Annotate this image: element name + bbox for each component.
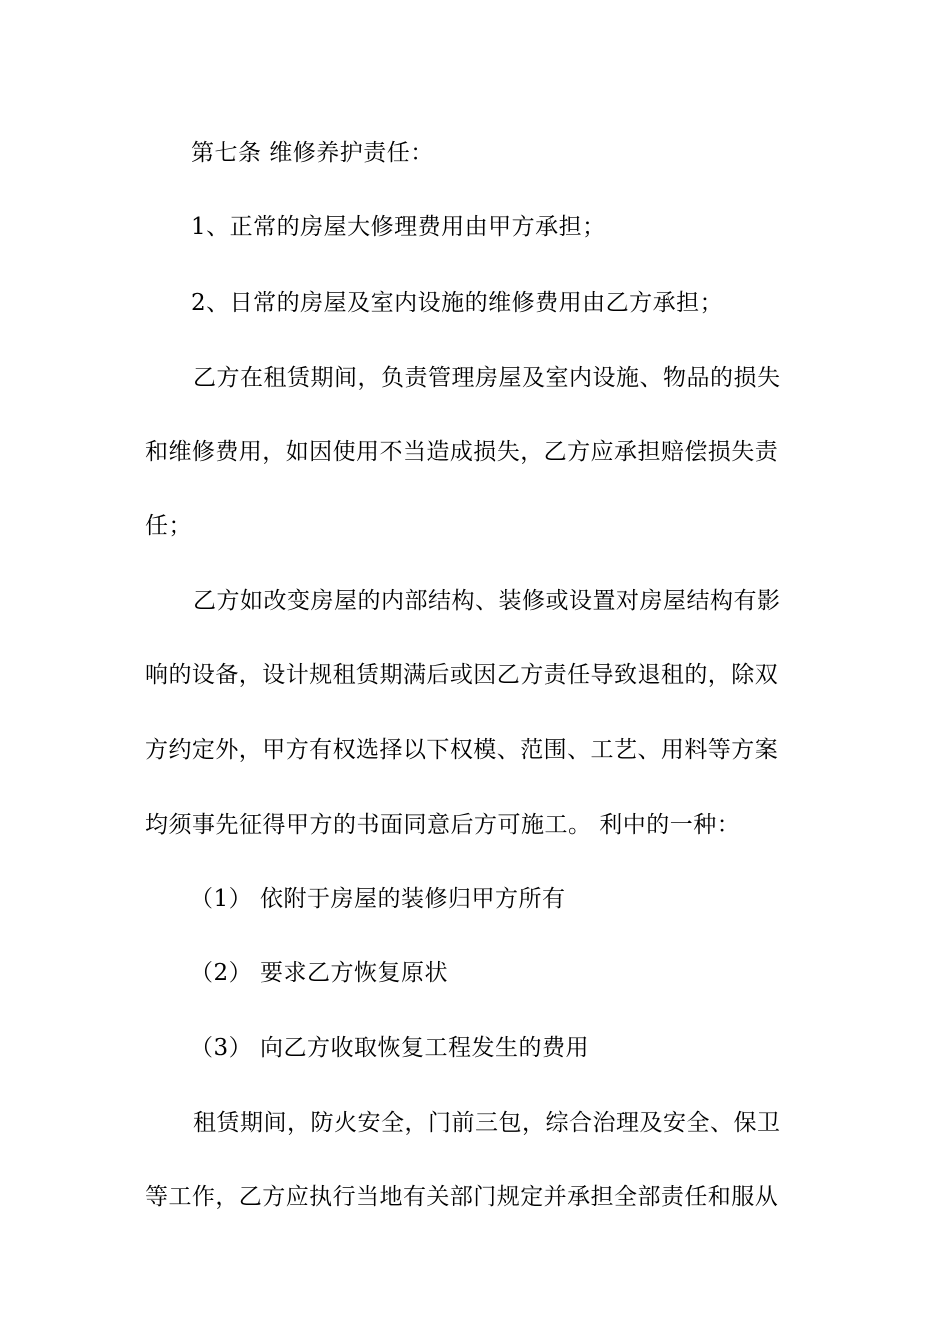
paragraph-3-line-1: 租赁期间，防火安全，门前三包，综合治理及安全、保卫 (193, 1110, 781, 1136)
paragraph-2-line-4: 均须事先征得甲方的书面同意后方可施工。 利中的一种： (145, 812, 741, 838)
paragraph-2-line-3: 方约定外，甲方有权选择以下权模、范围、工艺、用料等方案 (145, 737, 779, 763)
clause-line-1: 1、正常的房屋大修理费用由甲方承担； (191, 214, 606, 240)
paragraph-1-line-3: 任； (145, 513, 192, 539)
option-2: （2） 要求乙方恢复原状 (190, 960, 448, 986)
paragraph-3-line-2: 等工作，乙方应执行当地有关部门规定并承担全部责任和服从 (145, 1184, 779, 1210)
paragraph-1-line-2: 和维修费用，如因使用不当造成损失，乙方应承担赔偿损失责 (145, 439, 779, 465)
article-heading: 第七条 维修养护责任： (191, 140, 434, 166)
paragraph-2-line-1: 乙方如改变房屋的内部结构、装修或设置对房屋结构有影 (193, 588, 781, 614)
option-3: （3） 向乙方收取恢复工程发生的费用 (190, 1035, 589, 1061)
paragraph-2-line-2: 响的设备，设计规租赁期满后或因乙方责任导致退租的，除双 (145, 662, 779, 688)
paragraph-1-line-1: 乙方在租赁期间，负责管理房屋及室内设施、物品的损失 (193, 365, 781, 391)
clause-line-2: 2、日常的房屋及室内设施的维修费用由乙方承担； (191, 290, 724, 316)
option-1: （1） 依附于房屋的装修归甲方所有 (190, 886, 566, 912)
